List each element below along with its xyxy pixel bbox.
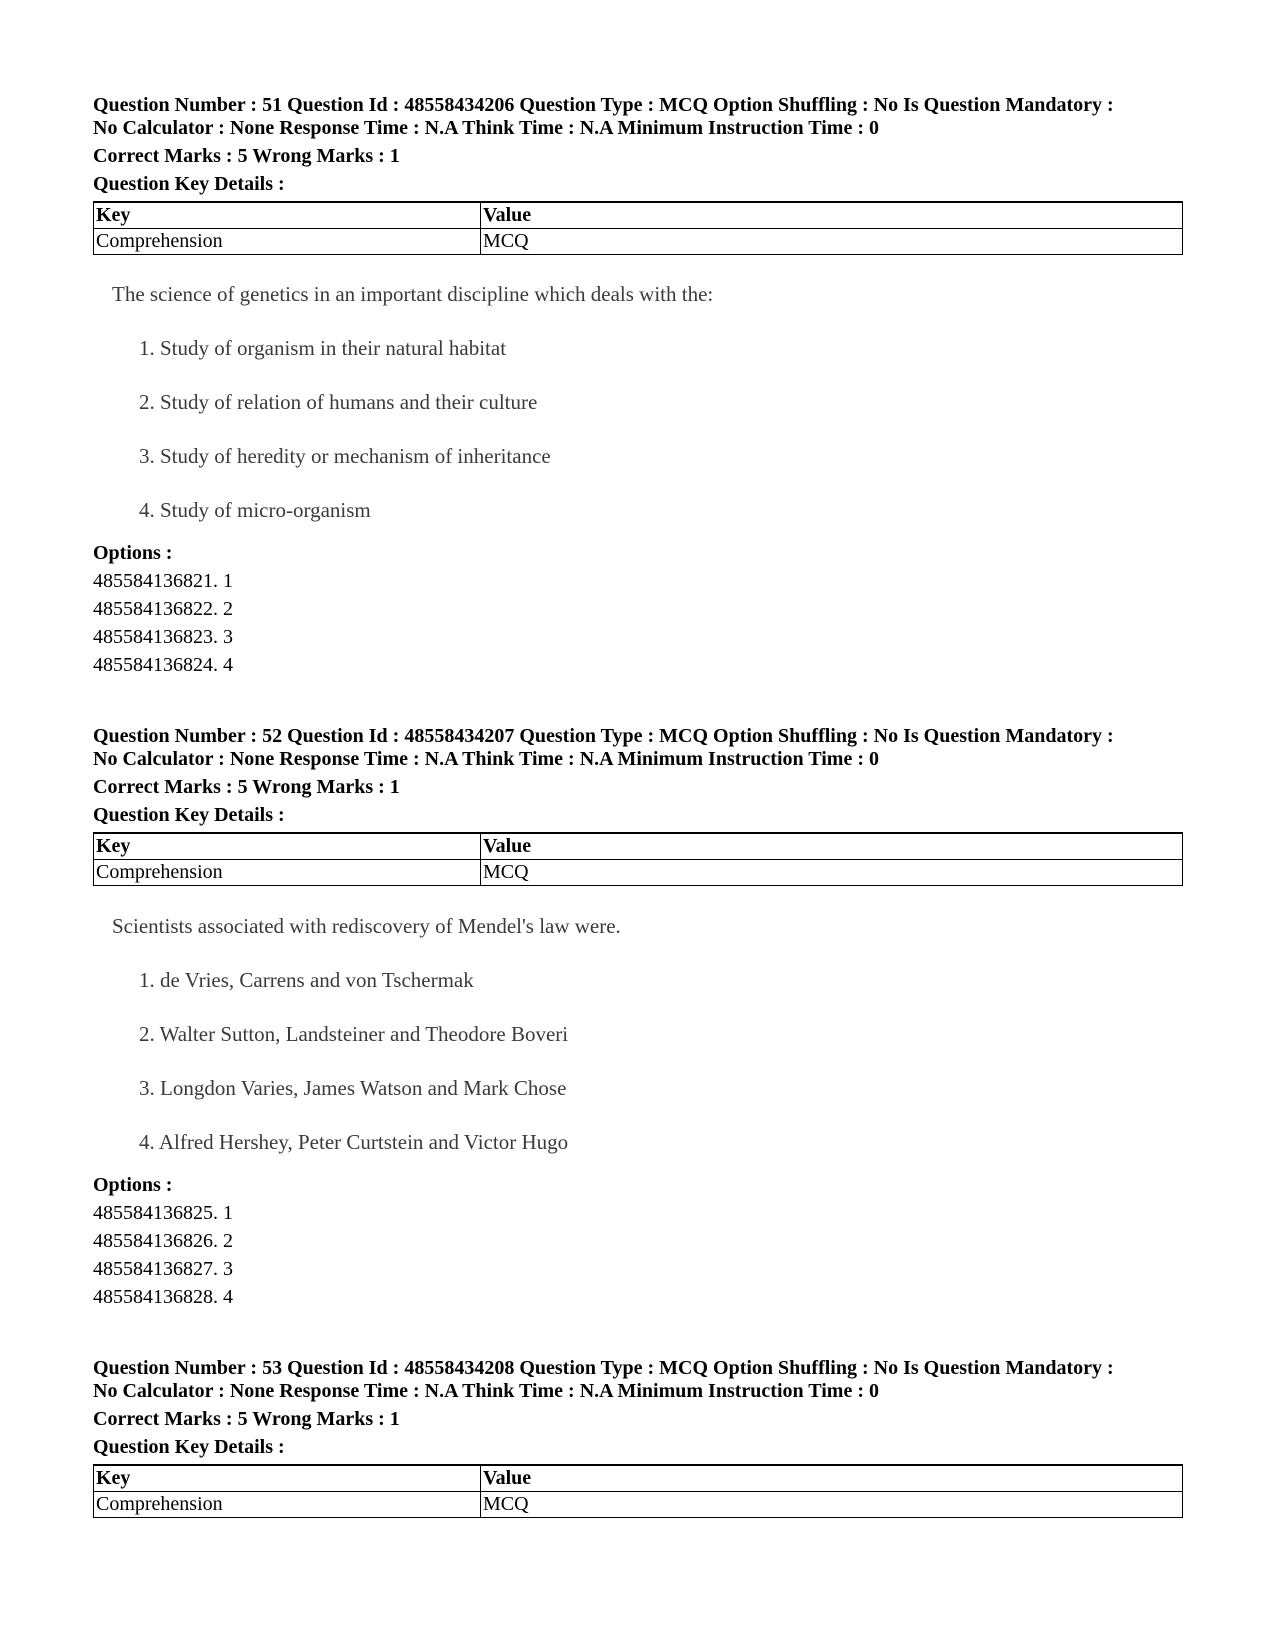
option-item: 485584136823. 3 [93, 626, 233, 648]
option-item: 485584136828. 4 [93, 1286, 233, 1308]
key-table-cell-key: Comprehension [94, 1492, 481, 1518]
question-stem-text: The science of genetics in an important discipline which deals with the: [112, 282, 714, 306]
key-table-cell-value: MCQ [481, 860, 1183, 886]
key-table-header-value: Value [481, 833, 1183, 860]
question-51-stem [112, 281, 713, 523]
key-table-header-row [94, 202, 1183, 229]
question-choice-list [112, 967, 621, 1155]
question-meta-line-2: No Calculator : None Response Time : N.A Think Time : N.A Minimum Instruction Time : 0 [93, 748, 879, 770]
key-table-row [94, 229, 1183, 255]
key-table-header-row [94, 1465, 1183, 1492]
question-key-details-label: Question Key Details : [93, 173, 285, 195]
question-choice-list [112, 335, 713, 523]
question-choice: 4. Alfred Hershey, Peter Curtstein and Victor Hugo [139, 1130, 569, 1154]
question-choice: 1. Study of organism in their natural habitat [139, 336, 507, 360]
question-choice: 2. Walter Sutton, Landsteiner and Theodore Boveri [139, 1022, 569, 1046]
key-table-header-key: Key [94, 833, 481, 860]
options-label: Options : [93, 1174, 173, 1196]
question-key-details-label: Question Key Details : [93, 1436, 285, 1458]
options-label: Options : [93, 542, 173, 564]
question-53-header [93, 1357, 1183, 1518]
question-meta-line-2: No Calculator : None Response Time : N.A Think Time : N.A Minimum Instruction Time : 0 [93, 1380, 879, 1402]
question-key-table [93, 201, 1183, 255]
option-item: 485584136822. 2 [93, 598, 233, 620]
question-meta-line-1: Question Number : 52 Question Id : 48558434207 Question Type : MCQ Option Shuffling : No Is Question Mandatory : [93, 725, 1114, 747]
key-table-header-value: Value [481, 1465, 1183, 1492]
key-table-cell-key: Comprehension [94, 860, 481, 886]
question-meta-line-1: Question Number : 51 Question Id : 48558434206 Question Type : MCQ Option Shuffling : No Is Question Mandatory : [93, 94, 1114, 116]
question-choice: 1. de Vries, Carrens and von Tschermak [139, 968, 474, 992]
question-52-options [93, 1171, 233, 1311]
question-key-details-label: Question Key Details : [93, 804, 285, 826]
key-table-cell-key: Comprehension [94, 229, 481, 255]
option-item: 485584136824. 4 [93, 654, 233, 676]
key-table-cell-value: MCQ [481, 1492, 1183, 1518]
question-choice: 4. Study of micro-organism [139, 498, 371, 522]
key-table-header-key: Key [94, 202, 481, 229]
question-choice: 3. Study of heredity or mechanism of inheritance [139, 444, 551, 468]
option-item: 485584136826. 2 [93, 1230, 233, 1252]
key-table-row [94, 860, 1183, 886]
key-table-header-row [94, 833, 1183, 860]
question-meta-line-1: Question Number : 53 Question Id : 48558434208 Question Type : MCQ Option Shuffling : No Is Question Mandatory : [93, 1357, 1114, 1379]
question-meta-line-2: No Calculator : None Response Time : N.A Think Time : N.A Minimum Instruction Time : 0 [93, 117, 879, 139]
question-key-table [93, 832, 1183, 886]
question-choice: 2. Study of relation of humans and their culture [139, 390, 538, 414]
question-51-options [93, 539, 233, 679]
option-item: 485584136827. 3 [93, 1258, 233, 1280]
question-marks: Correct Marks : 5 Wrong Marks : 1 [93, 145, 400, 167]
question-choice: 3. Longdon Varies, James Watson and Mark Chose [139, 1076, 567, 1100]
question-51-header [93, 94, 1183, 255]
question-marks: Correct Marks : 5 Wrong Marks : 1 [93, 1408, 400, 1430]
key-table-row [94, 1492, 1183, 1518]
key-table-cell-value: MCQ [481, 229, 1183, 255]
question-52-header [93, 725, 1183, 886]
key-table-header-value: Value [481, 202, 1183, 229]
question-marks: Correct Marks : 5 Wrong Marks : 1 [93, 776, 400, 798]
option-item: 485584136825. 1 [93, 1202, 233, 1224]
question-52-stem [112, 913, 621, 1155]
question-key-table [93, 1464, 1183, 1518]
option-item: 485584136821. 1 [93, 570, 233, 592]
key-table-header-key: Key [94, 1465, 481, 1492]
question-stem-text: Scientists associated with rediscovery of Mendel's law were. [112, 914, 621, 938]
